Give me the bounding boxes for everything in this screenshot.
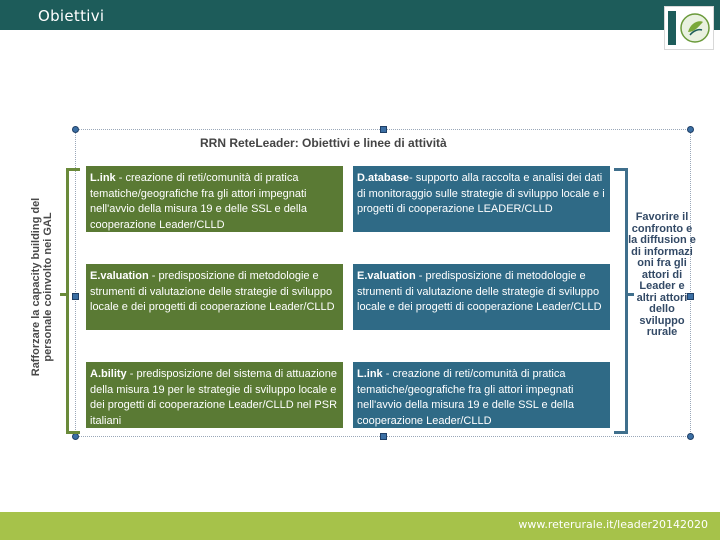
objective-box-evaluation-right[interactable]: [351, 262, 612, 332]
box-key: L.ink: [90, 172, 116, 184]
capacity-building-label: Rafforzare la capacity building del personale coinvolto nei GAL: [30, 197, 54, 377]
footer-url[interactable]: www.reterurale.it/leader20142020: [518, 518, 708, 531]
box-text: - predisposizione di metodologie e strumenti di valutazione delle strategie di sviluppo locale e dei progetti di cooperazione Leader/CLLD: [357, 270, 602, 313]
dissemination-label: Favorire il confronto e la diffusion e di informazi oni fra gli attori di Leader e altri attori dello sviluppo rurale: [628, 211, 696, 338]
box-key: D.atabase: [357, 172, 409, 184]
diagram-title: RRN ReteLeader: Obiettivi e linee di attività: [200, 136, 447, 150]
resize-handle-top-right[interactable]: [687, 126, 694, 133]
objective-box-evaluation-left[interactable]: [84, 262, 345, 332]
objective-box-ability[interactable]: [84, 360, 345, 430]
resize-handle-top-left[interactable]: [72, 126, 79, 133]
page-title: Obiettivi: [38, 7, 105, 25]
footer-bar: [0, 512, 720, 540]
resize-handle-bottom-center[interactable]: [380, 433, 387, 440]
box-key: E.valuation: [357, 270, 416, 282]
right-bracket: [614, 168, 628, 434]
box-text: - predisposizione di metodologie e strumenti di valutazione delle strategie di sviluppo locale e dei progetti di cooperazione Leader/CLLD: [90, 270, 335, 313]
objective-box-link-right[interactable]: [351, 360, 612, 430]
header-bar: [0, 0, 720, 30]
box-text: - predisposizione del sistema di attuazione della misura 19 per le strategie di sviluppo locale e dei progetti di cooperazione Leader/CLLD nel PSR italiani: [90, 368, 338, 427]
box-key: L.ink: [357, 368, 383, 380]
box-text: - creazione di reti/comunità di pratica tematiche/geografiche fra gli attori impegnati nell'avvio della misura 19 e delle SSL e della cooperazione Leader/CLLD: [90, 172, 307, 231]
leader-logo-icon: [679, 12, 711, 44]
box-text: - supporto alla raccolta e analisi dei dati di monitoraggio sulle strategie di sviluppo locale e i progetti di cooperazione LEADER/CLLD: [357, 172, 605, 215]
logo-side-band: [668, 11, 676, 45]
resize-handle-bottom-left[interactable]: [72, 433, 79, 440]
left-bracket-tick: [60, 293, 68, 296]
left-bracket: [66, 168, 80, 434]
objective-box-database[interactable]: [351, 164, 612, 234]
box-key: E.valuation: [90, 270, 149, 282]
leader-logo: [664, 6, 714, 50]
resize-handle-bottom-right[interactable]: [687, 433, 694, 440]
box-key: A.bility: [90, 368, 127, 380]
box-text: - creazione di reti/comunità di pratica tematiche/geografiche fra gli attori impegnati nell'avvio della misura 19 e delle SSL e della cooperazione Leader/CLLD: [357, 368, 574, 427]
resize-handle-top-center[interactable]: [380, 126, 387, 133]
objective-box-link[interactable]: [84, 164, 345, 234]
